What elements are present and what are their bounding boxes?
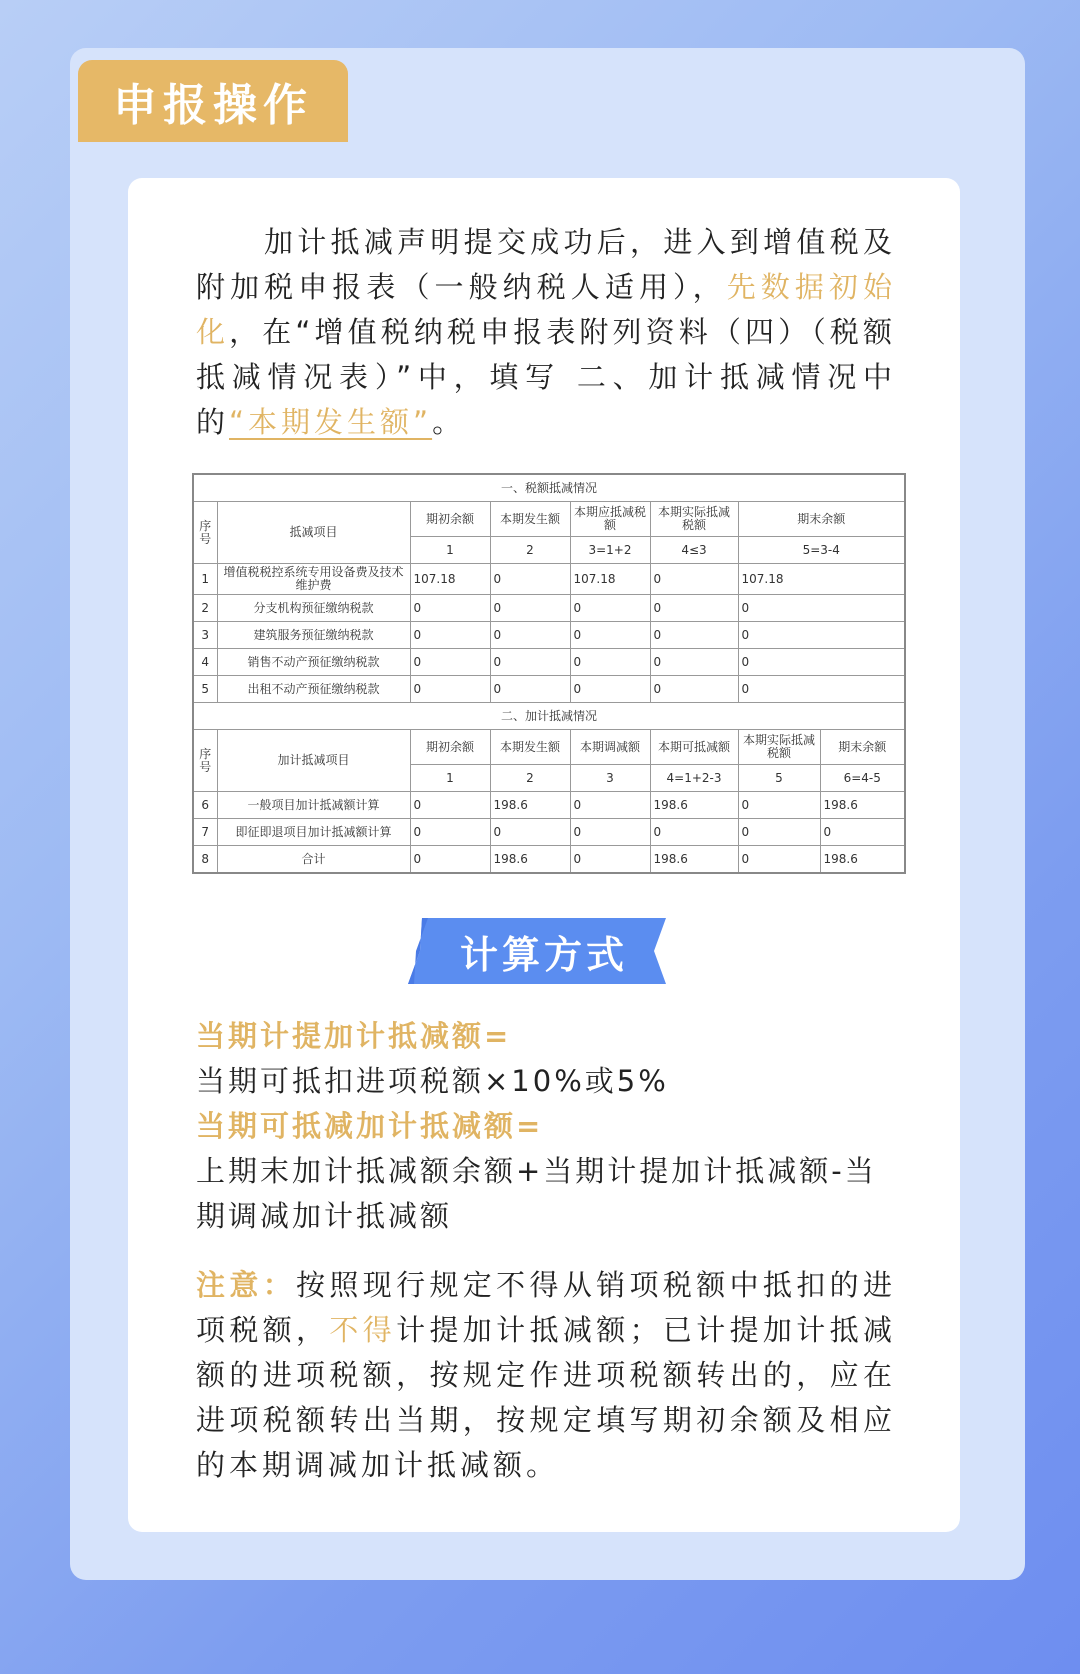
header-col: 期初余额	[410, 502, 490, 537]
content-card	[128, 178, 960, 1532]
note-highlight: 不得	[329, 1313, 397, 1347]
row-value: 0	[410, 792, 490, 819]
intro-text-3: 。	[432, 405, 466, 439]
note-paragraph	[196, 1263, 896, 1488]
intro-highlight-amount: “本期发生额”	[229, 405, 433, 439]
row-value: 107.18	[570, 564, 650, 595]
section-2-header-row	[193, 730, 905, 765]
row-seq: 8	[193, 846, 217, 874]
formula-1-title: 当期计提加计抵减额=	[196, 1019, 512, 1053]
tax-deduction-table	[192, 473, 904, 874]
row-item: 销售不动产预征缴纳税款	[217, 649, 410, 676]
header-item: 加计抵减项目	[217, 730, 410, 792]
banner-title: 计算方式	[459, 932, 628, 977]
row-value: 0	[410, 649, 490, 676]
intro-text-2: ，在“增值税纳税申报表附列资料（四）（税额抵减情况表）”中，填写 二、加计抵减情况中的	[196, 315, 896, 439]
header-col: 期初余额	[410, 730, 490, 765]
table-row	[193, 819, 905, 846]
row-value: 0	[490, 622, 570, 649]
header-code: 6=4-5	[820, 765, 905, 792]
header-col: 本期应抵减税额	[570, 502, 650, 537]
table-row	[193, 676, 905, 703]
row-seq: 1	[193, 564, 217, 595]
header-item: 抵减项目	[217, 502, 410, 564]
row-value: 0	[650, 676, 738, 703]
row-value: 0	[410, 819, 490, 846]
header-code: 1	[410, 537, 490, 564]
section-1-title-row	[193, 474, 905, 502]
row-seq: 5	[193, 676, 217, 703]
row-value: 0	[490, 649, 570, 676]
row-value: 0	[738, 622, 905, 649]
row-value: 0	[738, 819, 820, 846]
row-item: 即征即退项目加计抵减额计算	[217, 819, 410, 846]
header-col: 本期调减额	[570, 730, 650, 765]
row-value: 198.6	[820, 846, 905, 874]
header-code: 3	[570, 765, 650, 792]
row-item: 增值税税控系统专用设备费及技术维护费	[217, 564, 410, 595]
row-seq: 7	[193, 819, 217, 846]
header-col: 本期实际抵减税额	[738, 730, 820, 765]
intro-text-1: 加计抵减声明提交成功后，进入到增值税及附加税申报表（一般纳税人适用），	[196, 225, 896, 304]
note-text-2: 计提加计抵减额；已计提加计抵减额的进项税额，按规定作进项税额转出的，应在进项税额转出当期，按规定填写期初余额及相应的本期调减加计抵减额。	[196, 1313, 896, 1482]
header-col: 本期发生额	[490, 730, 570, 765]
table-row	[193, 595, 905, 622]
formula-2-body: 上期末加计抵减额余额+当期计提加计抵减额-当期调减加计抵减额	[196, 1154, 877, 1233]
calc-method-banner	[408, 918, 680, 984]
table-row	[193, 846, 905, 874]
row-value: 107.18	[738, 564, 905, 595]
row-value: 0	[490, 676, 570, 703]
row-value: 0	[410, 676, 490, 703]
row-value: 0	[650, 622, 738, 649]
intro-paragraph	[196, 220, 896, 445]
row-value: 107.18	[410, 564, 490, 595]
header-code: 5	[738, 765, 820, 792]
row-item: 建筑服务预征缴纳税款	[217, 622, 410, 649]
header-seq: 序号	[193, 502, 217, 564]
row-value: 0	[490, 819, 570, 846]
header-col: 期末余额	[820, 730, 905, 765]
row-value: 0	[650, 595, 738, 622]
row-value: 0	[570, 676, 650, 703]
row-item: 出租不动产预征缴纳税款	[217, 676, 410, 703]
row-seq: 2	[193, 595, 217, 622]
section-1-title: 一、税额抵减情况	[193, 474, 905, 502]
header-seq: 序号	[193, 730, 217, 792]
header-code: 2	[490, 537, 570, 564]
row-value: 0	[490, 595, 570, 622]
section-2-title: 二、加计抵减情况	[193, 703, 905, 730]
row-value: 0	[570, 622, 650, 649]
row-value: 0	[410, 622, 490, 649]
section-2-title-row	[193, 703, 905, 730]
note-label: 注意：	[196, 1268, 297, 1302]
row-value: 0	[570, 792, 650, 819]
row-value: 0	[738, 676, 905, 703]
header-code: 3=1+2	[570, 537, 650, 564]
row-item: 分支机构预征缴纳税款	[217, 595, 410, 622]
row-value: 0	[738, 792, 820, 819]
row-value: 198.6	[490, 846, 570, 874]
table-row	[193, 649, 905, 676]
header-col: 期末余额	[738, 502, 905, 537]
table-row	[193, 792, 905, 819]
row-value: 0	[570, 595, 650, 622]
formula-section	[196, 1014, 906, 1239]
row-value: 0	[738, 649, 905, 676]
header-col: 本期可抵减额	[650, 730, 738, 765]
row-value: 0	[570, 846, 650, 874]
row-value: 0	[738, 595, 905, 622]
row-value: 0	[738, 846, 820, 874]
header-code: 2	[490, 765, 570, 792]
row-value: 0	[820, 819, 905, 846]
row-seq: 3	[193, 622, 217, 649]
header-code: 4=1+2-3	[650, 765, 738, 792]
row-value: 0	[410, 846, 490, 874]
formula-2-title: 当期可抵减加计抵减额=	[196, 1109, 544, 1143]
row-value: 198.6	[650, 792, 738, 819]
row-value: 0	[570, 819, 650, 846]
header-code: 1	[410, 765, 490, 792]
row-value: 0	[650, 819, 738, 846]
row-value: 198.6	[820, 792, 905, 819]
row-value: 0	[570, 649, 650, 676]
row-seq: 4	[193, 649, 217, 676]
row-value: 0	[490, 564, 570, 595]
row-item: 一般项目加计抵减额计算	[217, 792, 410, 819]
table-row	[193, 622, 905, 649]
intro-highlight-init: 先数据初始化	[196, 270, 896, 349]
row-value: 198.6	[650, 846, 738, 874]
formula-1-body: 当期可抵扣进项税额×10%或5%	[196, 1064, 669, 1098]
note-text-1: 按照现行规定不得从销项税额中抵扣的进项税额，	[196, 1268, 896, 1347]
row-value: 0	[410, 595, 490, 622]
header-code: 5=3-4	[738, 537, 905, 564]
table-row	[193, 564, 905, 595]
header-col: 本期实际抵减税额	[650, 502, 738, 537]
page-title: 申报操作	[78, 60, 348, 142]
row-value: 198.6	[490, 792, 570, 819]
row-seq: 6	[193, 792, 217, 819]
header-col: 本期发生额	[490, 502, 570, 537]
header-code: 4≤3	[650, 537, 738, 564]
row-value: 0	[650, 564, 738, 595]
section-1-header-row	[193, 502, 905, 537]
row-value: 0	[650, 649, 738, 676]
row-item: 合计	[217, 846, 410, 874]
